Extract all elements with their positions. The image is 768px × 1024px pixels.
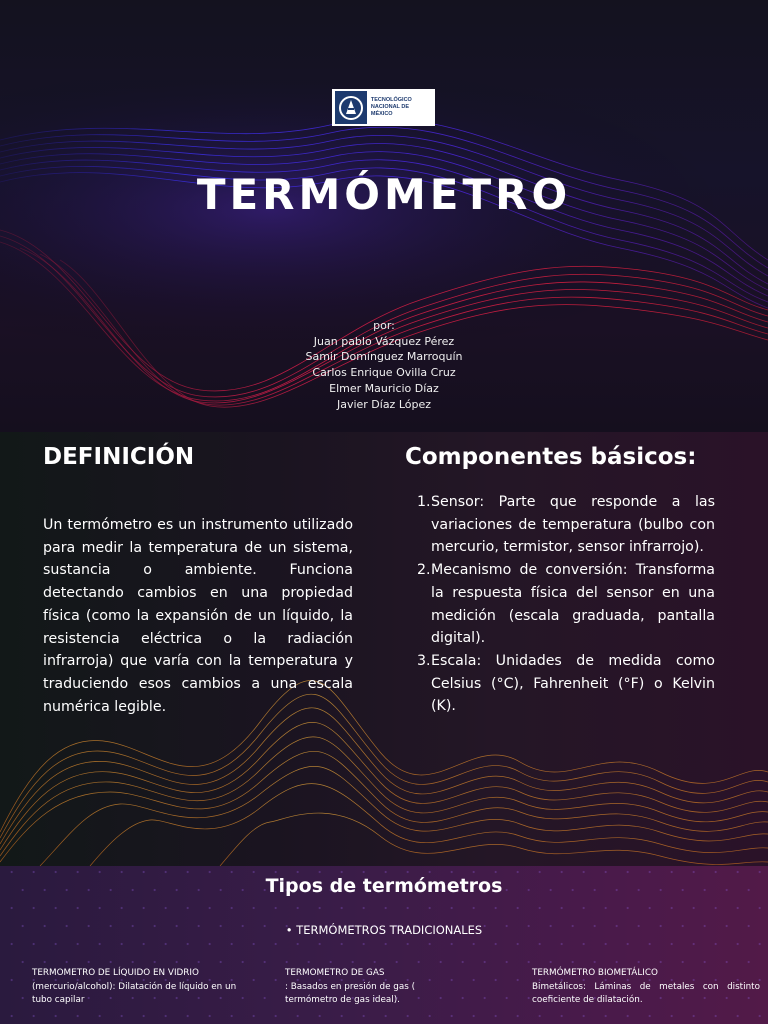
list-item	[417, 491, 715, 559]
authors-block	[0, 318, 768, 412]
author-name: Carlos Enrique Ovilla Cruz	[312, 366, 456, 380]
author-name: Elmer Mauricio Díaz	[329, 381, 439, 395]
list-number: 1.	[417, 494, 431, 510]
types-heading: Tipos de termómetros	[265, 875, 503, 897]
list-item	[417, 559, 715, 650]
type-description: : Basados en presión de gas ( termómetro de gas ideal).	[285, 981, 416, 1005]
list-number: 2.	[417, 562, 431, 579]
list-item-text: Sensor: Parte que responde a las variaciones de temperatura (bulbo con mercurio, termistor, sensor infrarrojo).	[431, 494, 715, 556]
author-name: Juan pablo Vázquez Pérez	[313, 334, 455, 348]
types-subheading: • TERMÓMETROS TRADICIONALES	[285, 923, 483, 937]
components-heading: Componentes básicos:	[405, 444, 697, 470]
list-number: 3.	[417, 652, 431, 669]
logo-text: TECNOLÓGICO NACIONAL DE MÉXICO	[370, 97, 412, 117]
eagle-emblem-icon	[335, 91, 367, 124]
type-heading: TERMÓMETRO BIOMETÁLICO	[532, 968, 658, 978]
type-column	[532, 967, 760, 1008]
list-item-text: Mecanismo de conversión: Transforma la respuesta física del sensor en una medición (escala graduada, pantalla digital).	[431, 562, 715, 647]
content-section	[0, 432, 768, 866]
definition-heading: DEFINICIÓN	[43, 444, 195, 470]
page-title: TERMÓMETRO	[196, 170, 572, 219]
institution-logo	[332, 89, 435, 126]
type-column	[32, 967, 247, 1008]
type-heading: TERMOMETRO DE LÍQUIDO EN VIDRIO	[32, 968, 199, 978]
types-section	[0, 866, 768, 1024]
type-description: Bimetálicos: Láminas de metales con distinto coeficiente de dilatación.	[532, 981, 760, 1005]
authors-intro: por:	[373, 319, 395, 332]
definition-text: Un termómetro es un instrumento utilizado para medir la temperatura de un sistema, sustancia o ambiente. Funciona detectando cambios en una propiedad física (como la expansión de un líquido, la resistencia eléctrica o la radiación infrarroja) que varía con la temperatura y traduciendo esos cambios a una escala numérica legible.	[43, 517, 353, 715]
components-list	[417, 491, 715, 718]
cover-section	[0, 0, 768, 432]
list-item-text: Escala: Unidades de medida como Celsius (°C), Fahrenheit (°F) o Kelvin (K).	[431, 652, 715, 715]
type-description: (mercurio/alcohol): Dilatación de líquido en un tubo capilar	[32, 981, 237, 1005]
type-heading: TERMOMETRO DE GAS	[285, 968, 385, 978]
author-name: Javier Díaz López	[336, 397, 432, 411]
type-column	[285, 967, 435, 1008]
list-item	[417, 650, 715, 718]
author-name: Samir Domínguez Marroquín	[305, 350, 463, 364]
